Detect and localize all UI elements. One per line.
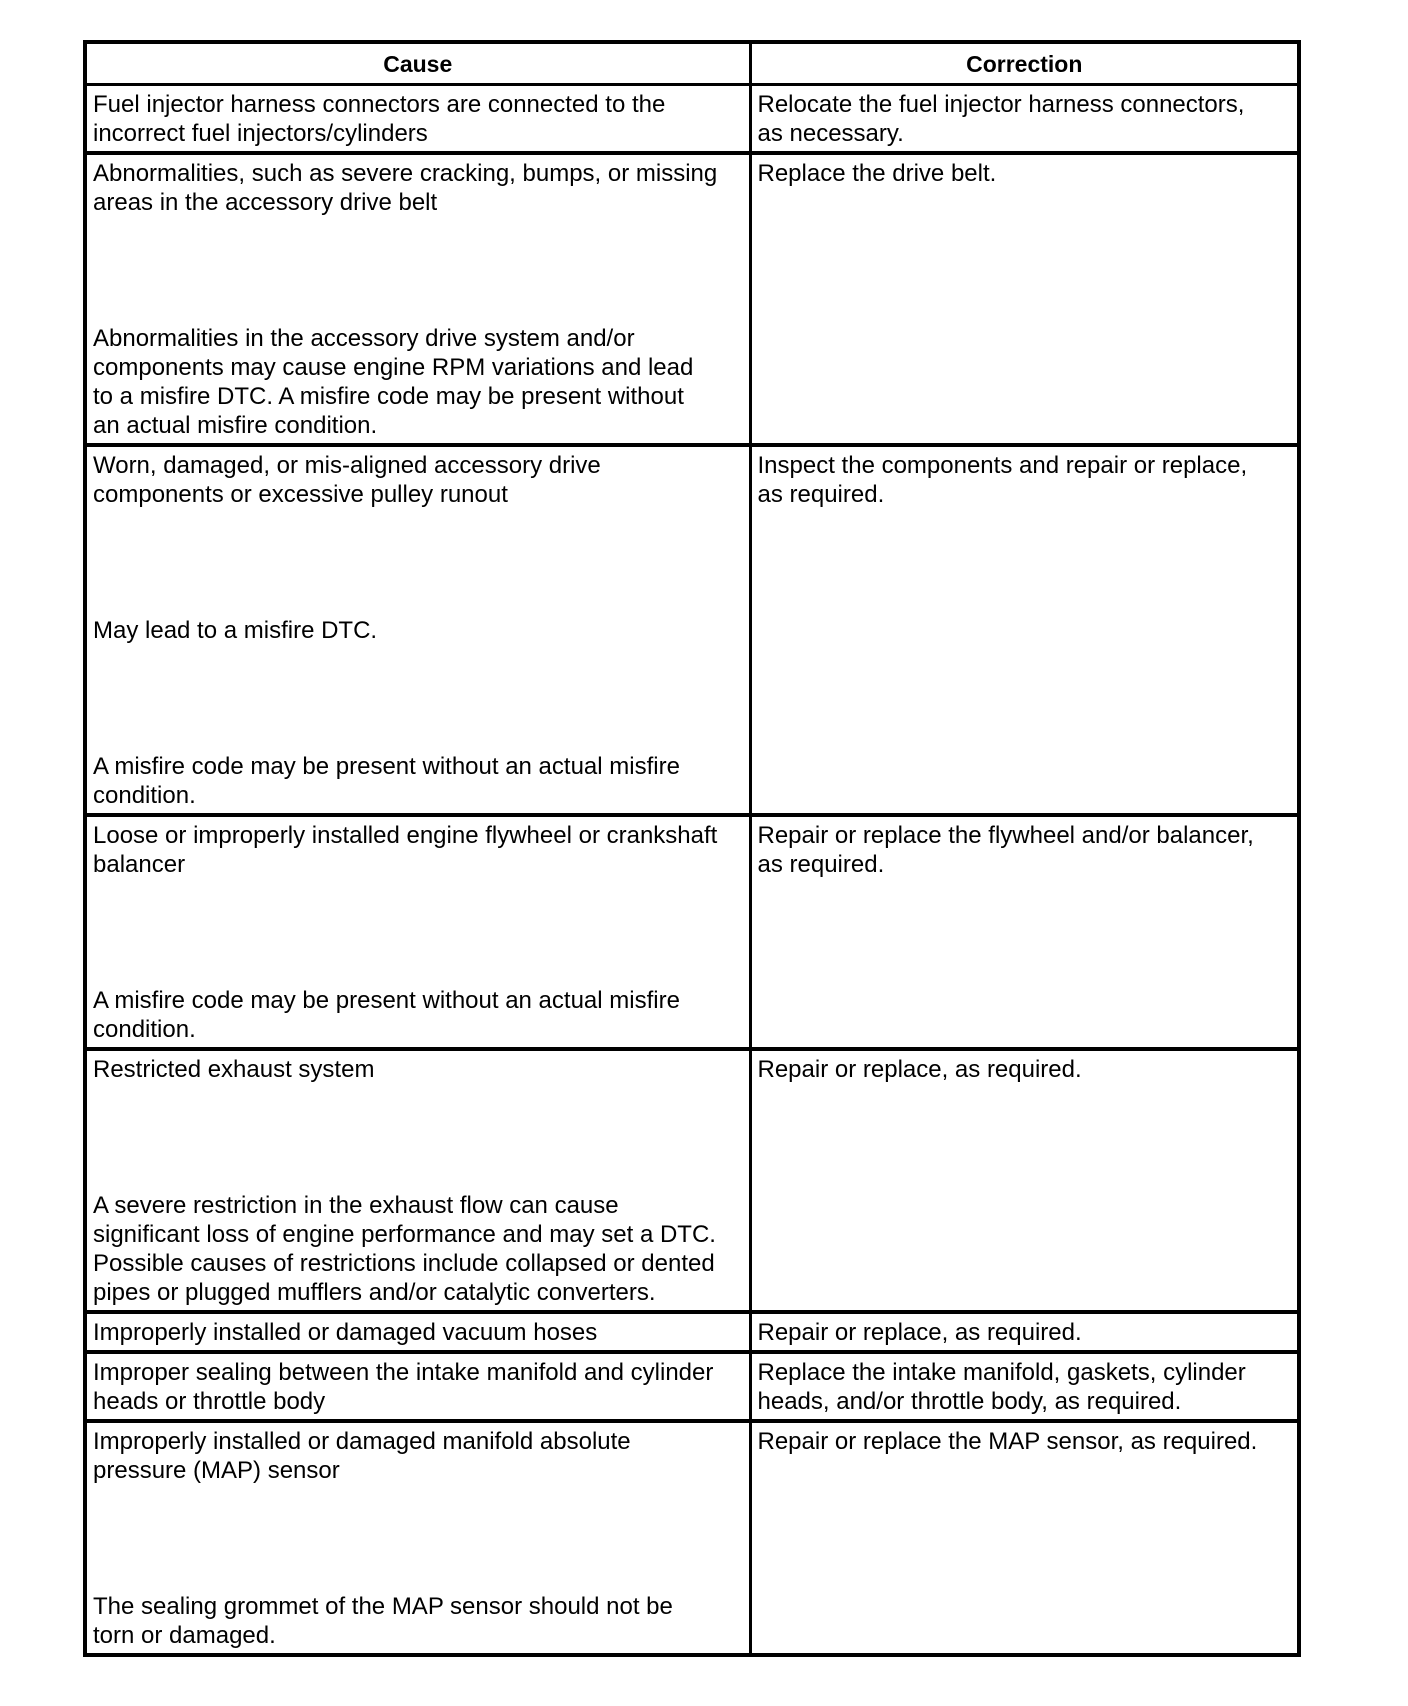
correction-cell bbox=[750, 815, 1299, 1049]
cause-note: Abnormalities in the accessory drive system and/or components may cause engine RPM variations and lead to a misfire DTC. A misfire code may be present without an actual misfire condition. bbox=[93, 325, 694, 439]
cause-note: A severe restriction in the exhaust flow can cause significant loss of engine performance and may set a DTC. Possible causes of restrictions include collapsed or dented pipes or plugged mufflers and/or catalytic converters. bbox=[93, 1192, 716, 1306]
correction-cell bbox=[750, 1312, 1299, 1352]
correction-text: Repair or replace, as required. bbox=[757, 1056, 1082, 1083]
cause-text: Fuel injector harness connectors are connected to the incorrect fuel injectors/cylinders bbox=[93, 91, 666, 147]
cause-cell bbox=[85, 1352, 750, 1421]
table-row bbox=[85, 815, 1299, 1049]
table-row bbox=[85, 153, 1299, 445]
cause-text: Abnormalities, such as severe cracking, bumps, or missing areas in the accessory drive belt bbox=[93, 160, 718, 216]
cause-text: Improperly installed or damaged vacuum hoses bbox=[93, 1319, 598, 1346]
cause-correction-table-wrapper bbox=[83, 40, 1297, 1657]
correction-cell bbox=[750, 445, 1299, 815]
table-row bbox=[85, 1049, 1299, 1312]
cause-correction-table bbox=[83, 40, 1301, 1657]
cause-text: Improperly installed or damaged manifold absolute pressure (MAP) sensor bbox=[93, 1428, 631, 1484]
correction-text: Relocate the fuel injector harness connectors, as necessary. bbox=[757, 91, 1245, 147]
cause-cell bbox=[85, 445, 750, 815]
table-row bbox=[85, 1352, 1299, 1421]
correction-cell bbox=[750, 1421, 1299, 1655]
cause-cell bbox=[85, 1421, 750, 1655]
correction-text: Inspect the components and repair or replace, as required. bbox=[757, 452, 1248, 508]
cause-note: A misfire code may be present without an actual misfire condition. bbox=[93, 987, 680, 1043]
correction-cell bbox=[750, 85, 1299, 154]
correction-text: Repair or replace, as required. bbox=[757, 1319, 1082, 1346]
correction-text: Repair or replace the flywheel and/or balancer, as required. bbox=[757, 822, 1254, 878]
correction-text: Replace the drive belt. bbox=[757, 160, 997, 187]
cause-text: Worn, damaged, or mis-aligned accessory drive components or excessive pulley runout bbox=[93, 452, 601, 508]
cause-note: May lead to a misfire DTC. bbox=[93, 617, 378, 644]
cause-text: Loose or improperly installed engine flywheel or crankshaft balancer bbox=[93, 822, 718, 878]
cause-note: A misfire code may be present without an actual misfire condition. bbox=[93, 753, 680, 809]
table-row bbox=[85, 1312, 1299, 1352]
header-cause: Cause bbox=[85, 42, 750, 85]
correction-text: Repair or replace the MAP sensor, as required. bbox=[757, 1428, 1258, 1455]
header-correction: Correction bbox=[750, 42, 1299, 85]
table-row bbox=[85, 85, 1299, 154]
cause-cell bbox=[85, 1312, 750, 1352]
correction-cell bbox=[750, 1049, 1299, 1312]
correction-text: Replace the intake manifold, gaskets, cylinder heads, and/or throttle body, as required. bbox=[757, 1359, 1246, 1415]
table-row bbox=[85, 445, 1299, 815]
cause-cell bbox=[85, 85, 750, 154]
cause-cell bbox=[85, 153, 750, 445]
correction-cell bbox=[750, 1352, 1299, 1421]
cause-cell bbox=[85, 815, 750, 1049]
cause-cell bbox=[85, 1049, 750, 1312]
cause-text: Restricted exhaust system bbox=[93, 1056, 375, 1083]
correction-cell bbox=[750, 153, 1299, 445]
table-header-row bbox=[85, 42, 1299, 85]
table-row bbox=[85, 1421, 1299, 1655]
cause-note: The sealing grommet of the MAP sensor should not be torn or damaged. bbox=[93, 1593, 673, 1649]
cause-text: Improper sealing between the intake manifold and cylinder heads or throttle body bbox=[93, 1359, 714, 1415]
